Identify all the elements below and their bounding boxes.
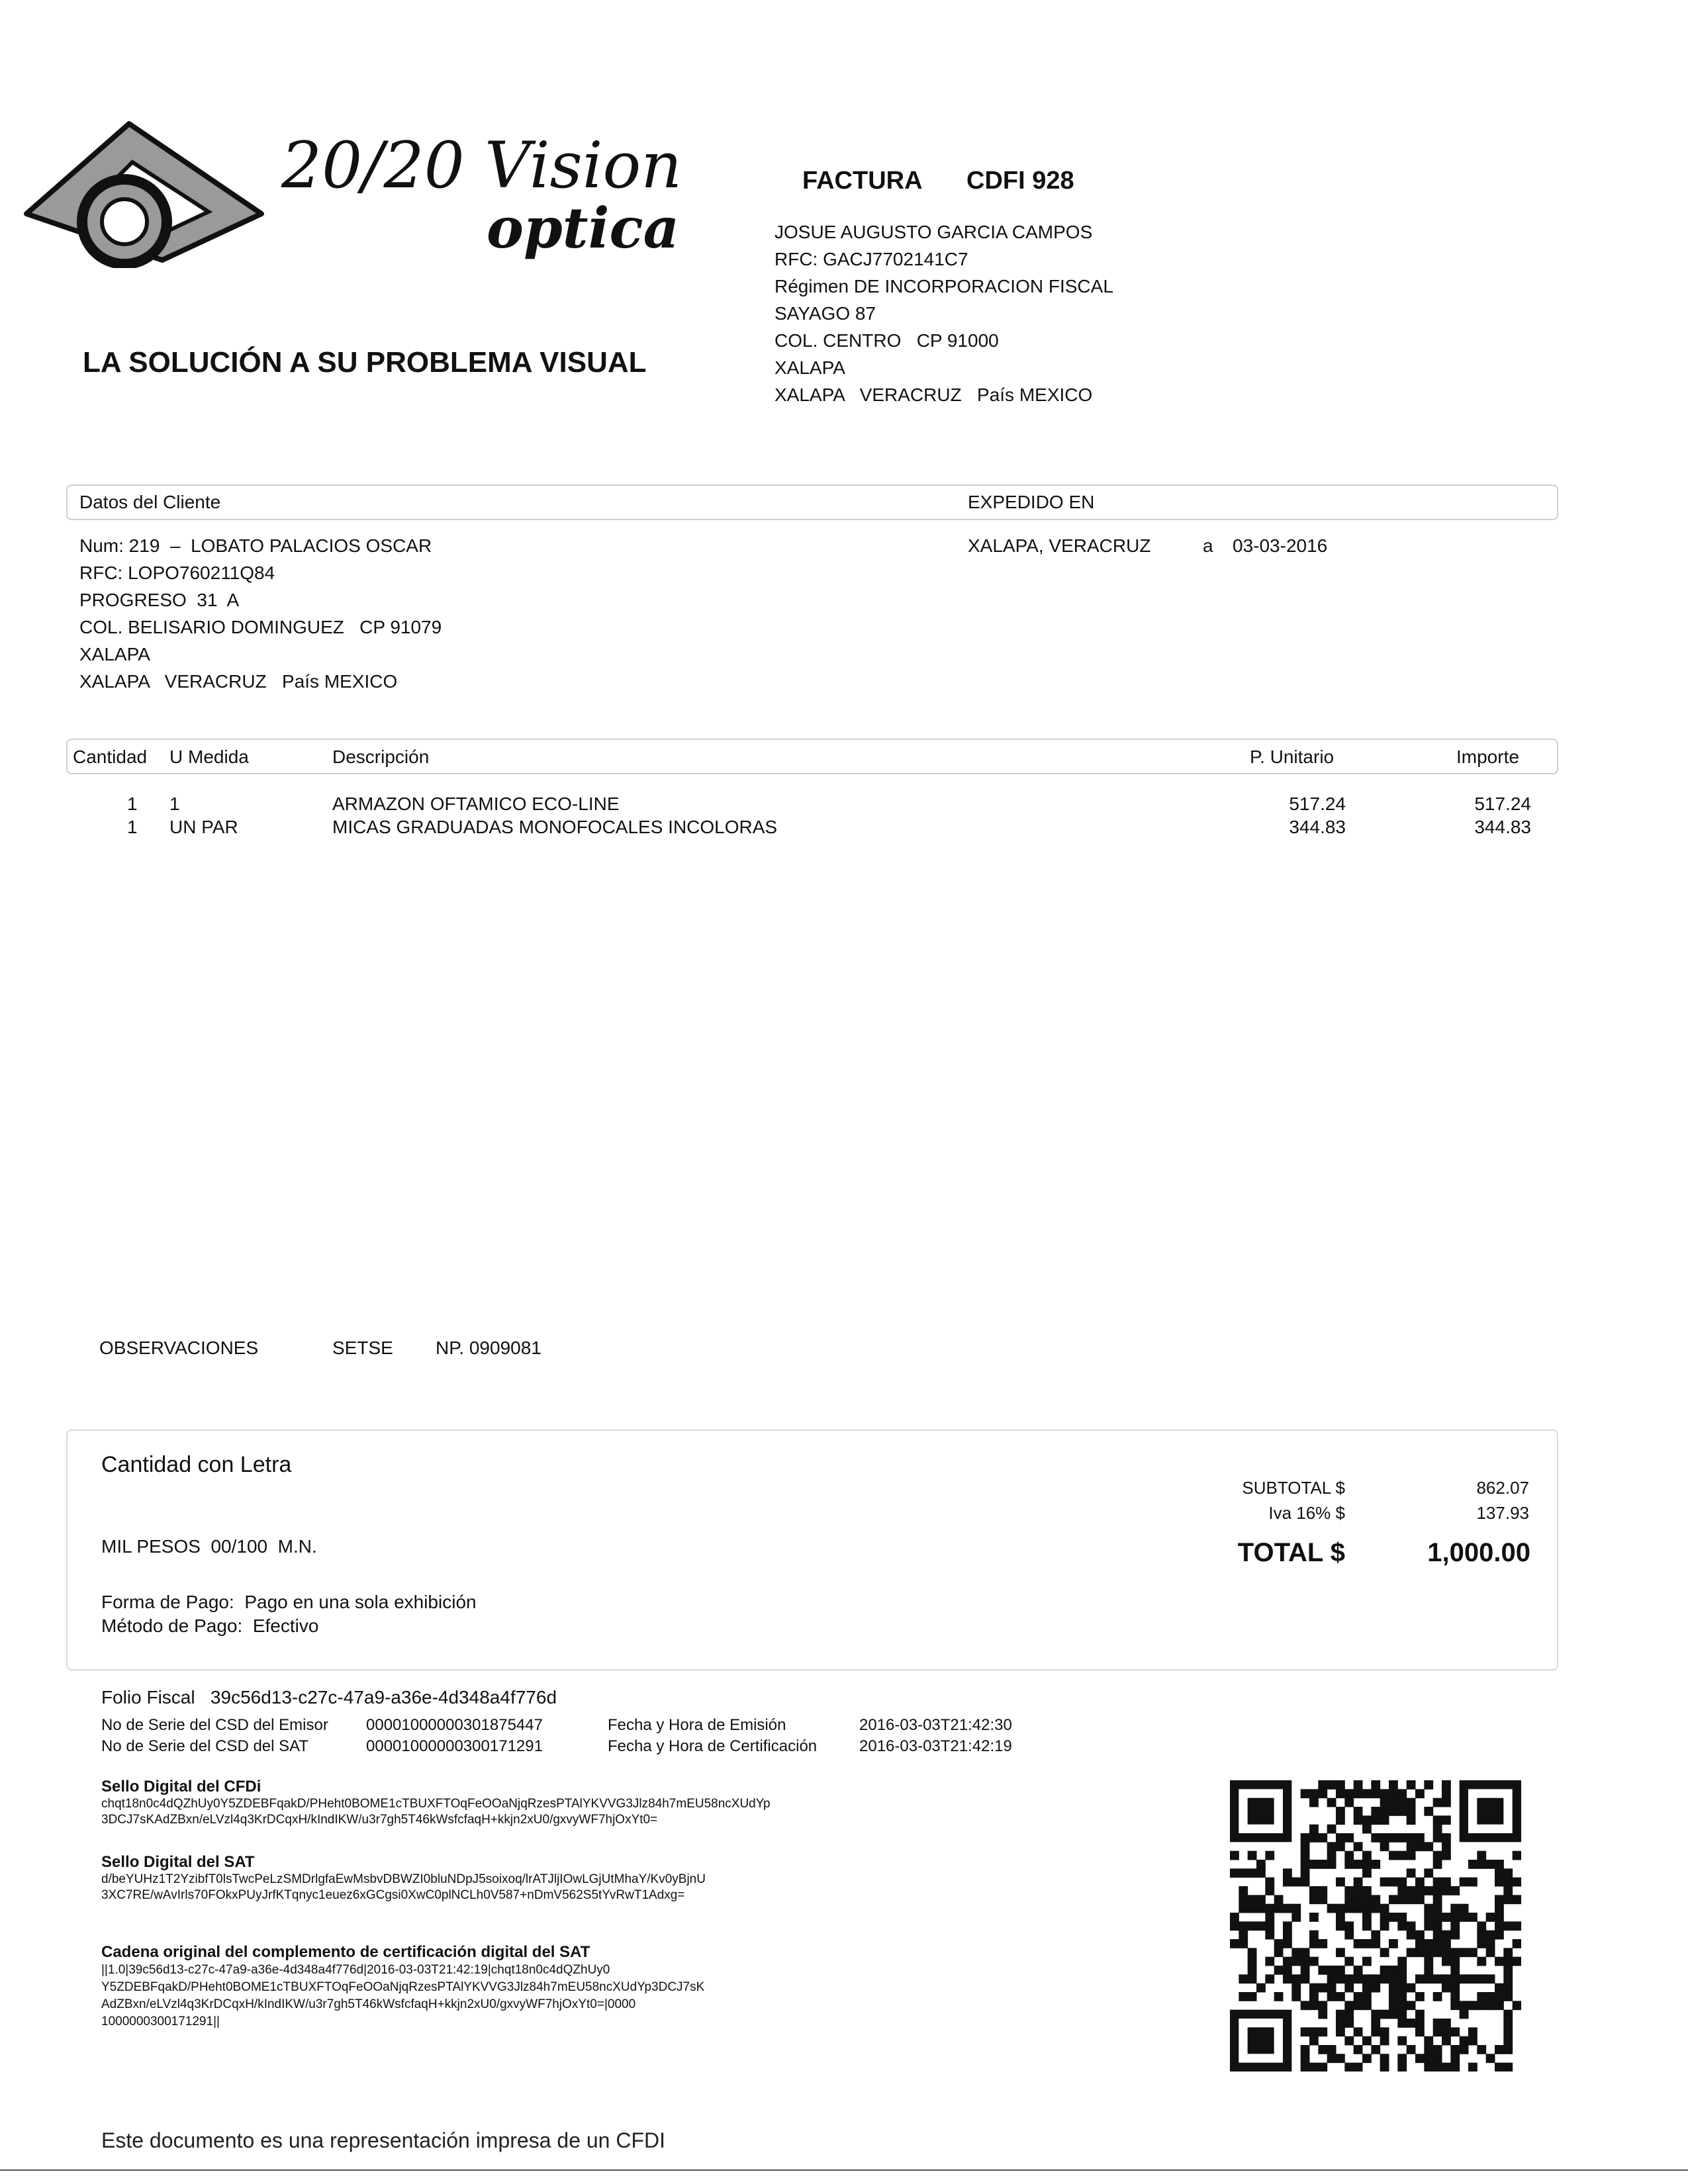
col-header-importe: Importe xyxy=(1456,747,1519,767)
observaciones-value1: SETSE xyxy=(332,1338,393,1358)
row-cantidad: 1 xyxy=(127,817,138,837)
logo-text-main: 20/20 Vision xyxy=(281,128,682,203)
expedido-a: a xyxy=(1203,535,1213,556)
eye-logo-icon xyxy=(20,116,271,268)
metodo-pago: Método de Pago: Efectivo xyxy=(101,1615,319,1636)
client-line: PROGRESO 31 A xyxy=(79,590,240,610)
forma-pago: Forma de Pago: Pago en una sola exhibición xyxy=(101,1592,477,1612)
logo-wordmark xyxy=(281,129,712,301)
client-block xyxy=(79,535,874,698)
sello-sat-line: d/beYUHz1T2YzibfT0lsTwcPeLzSMDrlgfaEwMsbvDBWZI0bluNDpJ5soixoq/lrATJljIOwLGjUtMhaY/Kv0yBjnU xyxy=(101,1872,706,1886)
folio-fiscal: Folio Fiscal 39c56d13-c27c-47a9-a36e-4d348a4f776d xyxy=(101,1687,557,1707)
sello-sat-line: 3XC7RE/wAvIrls70FOkxPUyJrfKTqnyc1euez6xGCgsi0XwC0plNCLh0V587+nDmV562S5tYvRwT1Adxg= xyxy=(101,1888,685,1902)
fecha-emision-label: Fecha y Hora de Emisión xyxy=(608,1716,786,1734)
logo-text-optica: optica xyxy=(487,195,680,261)
row-medida: UN PAR xyxy=(169,817,238,837)
client-section-label: Datos del Cliente xyxy=(79,492,221,512)
client-header-bar xyxy=(66,484,1558,520)
subtotal-value: 862.07 xyxy=(1476,1478,1529,1498)
cadena-line: ||1.0|39c56d13-c27c-47a9-a36e-4d348a4f776d|2016-03-03T21:42:19|chqt18n0c4dQZhUy0 xyxy=(101,1963,610,1977)
doc-type: FACTURA xyxy=(802,167,923,195)
iva-label: Iva 16% $ xyxy=(1268,1503,1345,1523)
row-unitario: 344.83 xyxy=(1289,817,1346,837)
observaciones-label: OBSERVACIONES xyxy=(99,1338,259,1358)
issuer-city: XALAPA xyxy=(774,357,845,378)
col-header-medida: U Medida xyxy=(169,747,249,767)
col-header-cantidad: Cantidad xyxy=(73,747,148,767)
fecha-cert-value: 2016-03-03T21:42:19 xyxy=(859,1737,1012,1755)
issuer-address: SAYAGO 87 xyxy=(774,303,876,324)
issuer-rfc: RFC: GACJ7702141C7 xyxy=(774,249,968,269)
client-line: XALAPA VERACRUZ País MEXICO xyxy=(79,671,398,692)
sello-cfdi-label: Sello Digital del CFDi xyxy=(101,1778,261,1796)
subtotal-label: SUBTOTAL $ xyxy=(1242,1478,1345,1498)
total-value: 1,000.00 xyxy=(1427,1538,1530,1567)
row-descripcion: ARMAZON OFTAMICO ECO-LINE xyxy=(332,794,620,814)
row-cantidad: 1 xyxy=(127,794,138,814)
qr-code-icon xyxy=(1230,1780,1521,2071)
col-header-unitario: P. Unitario xyxy=(1250,747,1335,767)
expedido-place: XALAPA, VERACRUZ xyxy=(968,535,1151,556)
row-unitario: 517.24 xyxy=(1289,794,1346,814)
total-label: TOTAL $ xyxy=(1237,1538,1345,1567)
cadena-line: 1000000300171291|| xyxy=(101,2015,220,2028)
issuer-colony: COL. CENTRO CP 91000 xyxy=(774,330,999,351)
serie-emisor-value: 00001000000301875447 xyxy=(366,1716,543,1734)
expedido-label: EXPEDIDO EN xyxy=(968,492,1095,512)
fecha-cert-label: Fecha y Hora de Certificación xyxy=(608,1737,818,1755)
row-descripcion: MICAS GRADUADAS MONOFOCALES INCOLORAS xyxy=(332,817,778,837)
issuer-regime: Régimen DE INCORPORACION FISCAL xyxy=(774,276,1113,296)
fecha-emision-value: 2016-03-03T21:42:30 xyxy=(859,1716,1012,1734)
cadena-label: Cadena original del complemento de certificación digital del SAT xyxy=(101,1943,590,1961)
observaciones-value2: NP. 0909081 xyxy=(436,1338,541,1358)
letra-value: MIL PESOS 00/100 M.N. xyxy=(101,1536,317,1557)
footer-divider xyxy=(0,2169,1688,2171)
issuer-block xyxy=(774,221,1370,411)
qr-code-graphic xyxy=(1230,1780,1521,2071)
client-line: RFC: LOPO760211Q84 xyxy=(79,563,275,583)
client-line: XALAPA xyxy=(79,644,150,664)
issuer-region: XALAPA VERACRUZ País MEXICO xyxy=(774,385,1093,405)
iva-value: 137.93 xyxy=(1476,1503,1529,1523)
serie-emisor-label: No de Serie del CSD del Emisor xyxy=(101,1716,328,1734)
serie-sat-label: No de Serie del CSD del SAT xyxy=(101,1737,309,1755)
expedido-date: 03-03-2016 xyxy=(1233,535,1328,556)
client-line: COL. BELISARIO DOMINGUEZ CP 91079 xyxy=(79,617,442,637)
client-line: Num: 219 – LOBATO PALACIOS OSCAR xyxy=(79,535,432,556)
footer-note: Este documento es una representación impresa de un CFDI xyxy=(101,2128,666,2152)
row-medida: 1 xyxy=(169,794,180,814)
cadena-line: AdZBxn/eLVzl4q3KrDCqxH/kIndIKW/u3r7gh5T46kWsfcfaqH+kkjn2xU0/gxvyWF7hjOxYt0=|0000 xyxy=(101,1997,636,2011)
items-header-bar xyxy=(66,739,1558,774)
issuer-name: JOSUE AUGUSTO GARCIA CAMPOS xyxy=(774,222,1093,242)
slogan: LA SOLUCIÓN A SU PROBLEMA VISUAL xyxy=(83,346,647,379)
doc-number: CDFI 928 xyxy=(966,167,1074,195)
row-importe: 517.24 xyxy=(1474,794,1531,814)
company-logo xyxy=(20,116,271,268)
sello-cfdi-line: 3DCJ7sKAdZBxn/eLVzl4q3KrDCqxH/kIndIKW/u3r7gh5T46kWsfcfaqH+kkjn2xU0/gxvyWF7hjOxYt0= xyxy=(101,1813,658,1827)
sello-sat-label: Sello Digital del SAT xyxy=(101,1853,255,1871)
sello-cfdi-line: chqt18n0c4dQZhUy0Y5ZDEBFqakD/PHeht0BOME1cTBUXFTOqFeOOaNjqRzesPTAlYKVVG3Jlz84h7mEU58ncXUdYp xyxy=(101,1797,771,1811)
cadena-line: Y5ZDEBFqakD/PHeht0BOME1cTBUXFTOqFeOOaNjqRzesPTAlYKVVG3Jlz84h7mEU58ncXUdYp3DCJ7sK xyxy=(101,1980,705,1994)
col-header-descripcion: Descripción xyxy=(332,747,430,767)
serie-sat-value: 00001000000300171291 xyxy=(366,1737,543,1755)
letra-label: Cantidad con Letra xyxy=(101,1452,292,1477)
row-importe: 344.83 xyxy=(1474,817,1531,837)
